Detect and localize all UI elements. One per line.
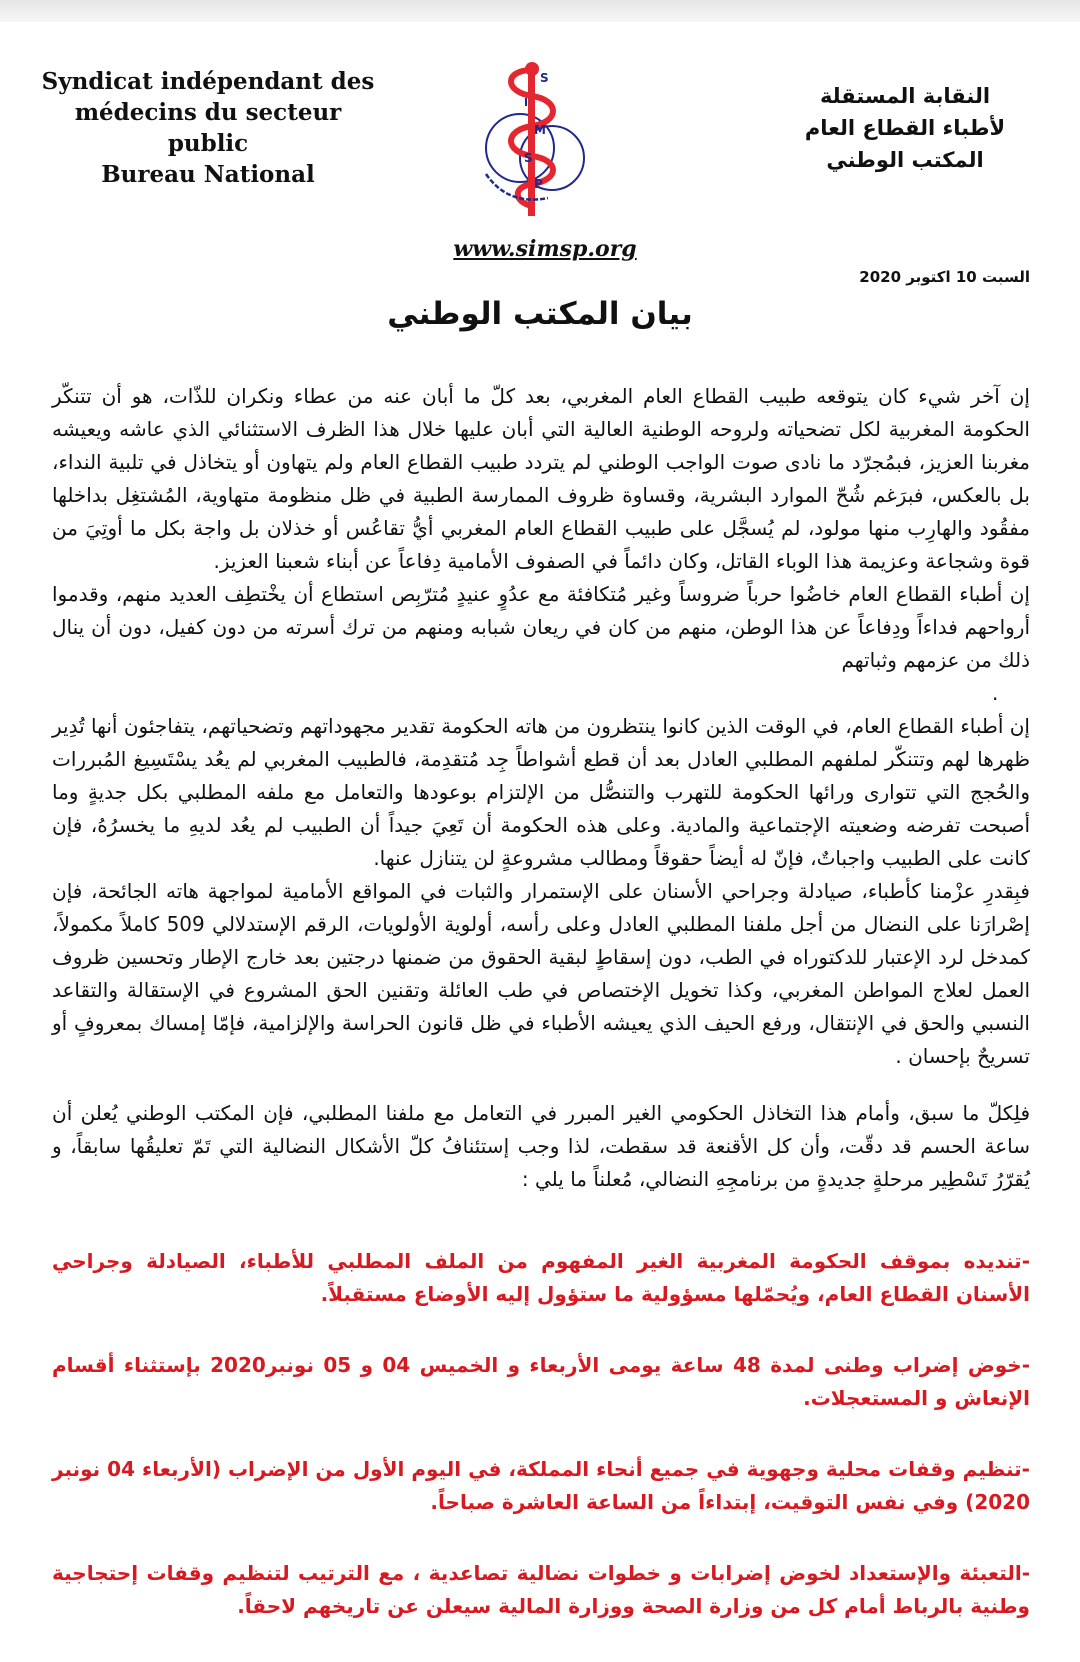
website-link[interactable]: www.simsp.org xyxy=(453,236,637,262)
demand-item-4: -التعبئة والإستعداد لخوض إضرابات و خطوات نضالية تصاعدية ، مع الترتيب لتنظيم وقفات إحتجاجية وطنية بالرباط أمام كل من وزارة الصحة ووزارة المالية سيعلن عن تاريخهم لاحقاً. xyxy=(52,1561,1030,1618)
paragraph-dot: . xyxy=(992,681,999,705)
demand-item-3: -تنظيم وقفات محلية وجهوية في جميع أنحاء المملكة، في اليوم الأول من الإضراب (الأربعاء 04 نونبر 2020) وفي نفس التوقيت، إبتداءاً من الساعة العاشرة صباحاً. xyxy=(52,1457,1030,1514)
french-header-line-3: Bureau National xyxy=(101,161,315,188)
logo-letter-i: I xyxy=(524,96,529,109)
paragraph-4: فبِقدرِ عزْمنا كأطباء، صيادلة وجراحي الأسنان على الإستمرار والثبات في المواقع الأمامية لمواجهة هاته الجائحة، فإن إصْرارَنا على النضال من أجل ملفنا المطلبي العادل وعلى رأسه، أولوية الأولويات، الرقم الإستدلالي 509 كاملاً مكمولاً، كمدخل لرد الإعتبار للدكتوراه في الطب، دون إسقاطٍ لبقية الحقوق من ضمنها درجتين بعد خارج الإطار وتحسين ظروف العمل لعلاج المواطن المغربي، وكذا تخويل الإختصاص في طب العائلة وتقنين الحق المشروع في الإستقالة والتقاعد النسبي والحق في الإنتقال، ورفع الحيف الذي يعيشه الأطباء في ظل قانون الحراسة والإلزامية، فإمّا إمساك بمعروفٍ أو تسريحٌ بإحسان . xyxy=(52,879,1030,1068)
demand-item-2: -خوض إضراب وطنى لمدة 48 ساعة يومى الأربعاء و الخميس 04 و 05 نونبر2020 بإستثناء أقسام الإنعاش و المستعجلات. xyxy=(52,1353,1031,1410)
paragraph-gap xyxy=(52,1073,1030,1097)
demands-list xyxy=(52,1245,1030,1661)
paragraph-5: فلِكلّ ما سبق، وأمام هذا التخاذل الحكومي الغير المبرر في التعامل مع ملفنا المطلبي، فإن المكتب الوطني يُعلن أن ساعة الحسم قد دقّت، وأن كل الأقنعة قد سقطت، لذا وجب إستئنافُ كلّ الأشكال النضالية التي تَمّ تعليقُها سابقاً، و يُقرّرُ تَسْطِير مرحلةٍ جديدةٍ من برنامجِهِ النضالي، مُعلناً ما يلي : xyxy=(52,1101,1030,1191)
paragraph-2: إن أطباء القطاع العام خاضُوا حرباً ضروساً وغير مُتكافئة مع عدُوٍ عنيدٍ مُترّبِص استطاع أن يخْتطِف العديد منهم، وقدموا أرواحهم فداءاً ودِفاعاً عن هذا الوطن، منهم من كان في ريعان شبابه ومنهم من ترك أسرته من دون كفيل، دون أن ينال ذلك من عزمهم وثباتهم xyxy=(52,582,1030,672)
paragraph-3: إن أطباء القطاع العام، في الوقت الذين كانوا ينتظرون من هاته الحكومة تقدير مجهوداتهم وتضحياتهم، يتفاجئون أنها تُدِير ظهرها لهم وتتنكّر لملفهم المطلبي العادل بعد أن قطع أشواطاً جِد مُتقدِمة، فالطبيب المغربي لم يعُد يسْتَسِيغ المُبررات والحُجج التي تتوارى ورائها الحكومة للتهرب والتنصُّل من الإلتزام بوعودها والتعامل مع ملفه المطلبي بكل جديةٍ وما أصبحت تفرضه وضعيته الإجتماعية والمادية. وعلى هذه الحكومة أن تَعِيَ جيداً أن الطبيب لم يعُد لديهِ ما يخسرُهُ، فإن كانت على الطبيب واجباتٌ، فإنّ له أيضاً حقوقاً ومطالب مشروعةٍ لن يتنازل عنها. xyxy=(52,714,1030,870)
statement-body xyxy=(52,380,1030,1196)
simsp-logo xyxy=(468,56,598,216)
french-header xyxy=(38,66,378,190)
paragraph-1: إن آخر شيء كان يتوقعه طبيب القطاع العام المغربي، بعد كلّ ما أبان عنه من عطاء ونكران للذّات، هو أن تتنكّر الحكومة المغربية لكل تضحياته ولروحه الوطنية العالية التي أبان عليها خلال هذا الظرف الاستثنائي الذي عاشه ويعيشه مغربنا العزيز، فبمُجرّد ما نادى صوت الواجب الوطني لم يتردد طبيب القطاع العام ولم يتهاون أو يتخاذل في تلبية النداء، بل بالعكس، فبرَغم شُحّ الموارد البشرية، وقساوة ظروف الممارسة الطبية في ظل منظومة متهاوية، المُشتغِل بداخلها مفقُود والهارِب منها مولود، لم يُسجَّل على طبيب القطاع العام المغربي أيُّ تقاعُس أو خذلان بل واجة بكل ما أوتِيَ من قوة وشجاعة وعزيمة هذا الوباء القاتل، وكان دائماً في الصفوف الأمامية دِفاعاً عن أبناء شعبنا العزيز. xyxy=(52,384,1030,573)
french-header-line-1: Syndicat indépendant des xyxy=(41,68,375,95)
french-header-line-2: médecins du secteur public xyxy=(74,99,342,157)
arabic-header-line-2: لأطباء القطاع العام xyxy=(804,116,1006,140)
arabic-header-line-1: النقابة المستقلة xyxy=(819,84,991,108)
arabic-header xyxy=(780,80,1030,176)
logo-letter-m: M xyxy=(534,123,546,137)
arabic-header-line-3: المكتب الوطني xyxy=(826,148,984,172)
document-title: بيان المكتب الوطني xyxy=(387,296,693,332)
logo-letter-s2: S xyxy=(524,151,533,165)
logo-letter-p: P xyxy=(534,177,543,191)
document-date: السبت 10 اكتوبر 2020 xyxy=(859,268,1030,286)
demand-item-1: -تنديده بموقف الحكومة المغربية الغير المفهوم من الملف المطلبي للأطباء، الصيادلة وجراحي الأسنان القطاع العام، ويُحمّلها مسؤولية ما ستؤول إليه الأوضاع مستقبلاً. xyxy=(52,1249,1030,1306)
logo-letter-s1: S xyxy=(540,71,549,85)
top-bar xyxy=(0,0,1080,22)
